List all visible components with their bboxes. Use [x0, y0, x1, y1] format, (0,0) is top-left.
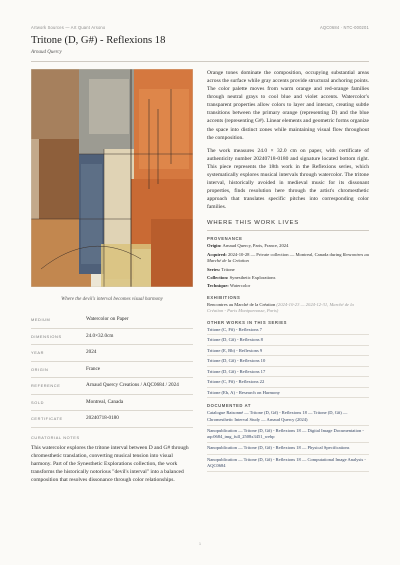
catalog-reference: AQC0684 · NTC-000201: [319, 25, 369, 30]
page-title: Tritone (D, G#) - Reflexions 18: [31, 35, 166, 46]
origin-label: Origin:: [207, 243, 222, 249]
curatorial-heading: CURATORIAL NOTES: [31, 434, 80, 440]
provenance-collection: [207, 275, 369, 281]
provenance-technique: [207, 283, 369, 289]
meta-row-reference: [31, 378, 193, 395]
series-link[interactable]: Tritone (Eb, A) - Research on Harmony: [207, 388, 369, 399]
meta-value: Arnaud Quercy Creations / AQC0684 / 2024: [86, 382, 179, 389]
header-divider: [31, 61, 369, 62]
description-paragraph-1: Orange tones dominate the composition, occupying substantial areas across the surface while gray accents provide structural anchoring points. The color palette moves from warm orange and red-orange families through neutral grays to cool blue and violet accents. Watercolor's transparent properties allow colors to layer and interact, creating subtle transitions between the primary orange (representing D) and the blue accents (representing G#). Linear elements and geometric forms organize the space into distinct zones while maintaining visual flow throughout the composition.: [207, 70, 369, 141]
provenance-series: [207, 267, 369, 273]
meta-label: ORIGIN: [31, 366, 49, 372]
meta-row-certificate: [31, 411, 193, 428]
acquired-label: Acquired:: [207, 251, 227, 257]
meta-value: 20240718-0180: [86, 415, 119, 422]
top-bar: [31, 25, 369, 30]
artwork-image: [31, 69, 193, 287]
exhibitions-heading: EXHIBITIONS: [207, 294, 241, 300]
series-link[interactable]: Tritone (E, Bb) - Reflexions 9: [207, 346, 369, 357]
other-works-list: [207, 325, 369, 399]
provenance-origin: [207, 243, 369, 249]
right-column: [207, 69, 369, 472]
meta-row-year: [31, 345, 193, 362]
where-heading: WHERE THIS WORK LIVES: [207, 220, 369, 231]
exhibition-entry[interactable]: [207, 302, 369, 315]
collection-label: Collection:: [207, 275, 229, 281]
artwork-caption: Where the devil's interval becomes visual harmony: [61, 297, 163, 302]
technique-value[interactable]: Watercolor: [229, 283, 251, 289]
series-label: Series:: [207, 266, 221, 272]
artist-name: Arnaud Quercy: [31, 50, 62, 55]
collection-value[interactable]: Synesthetic Explorations: [229, 275, 276, 281]
meta-value: 24.0×32.0cm: [86, 332, 114, 339]
meta-row-medium: [31, 312, 193, 329]
series-link[interactable]: Tritone (D, G#) - Reflexions 17: [207, 367, 369, 378]
meta-label: DIMENSIONS: [31, 333, 62, 339]
meta-label: CERTIFICATE: [31, 416, 63, 422]
series-value[interactable]: Tritone: [221, 266, 235, 272]
meta-value: 2024: [86, 349, 97, 356]
technique-label: Technique:: [207, 283, 229, 289]
meta-value: Watercolor on Paper: [86, 316, 129, 322]
meta-row-dimensions: [31, 329, 193, 346]
provenance-heading: PROVENANCE: [207, 236, 243, 242]
meta-value: France: [86, 365, 101, 372]
metadata-table: [31, 312, 193, 428]
description-paragraph-2: The work measures 24.0 × 32.0 cm on paper, with certificate of authenticity number 20240718-0180 and signature located bottom right. This piece represents the 18th work in the Reflexions series, which systematically explores musical intervals through watercolor. The tritone interval, historically avoided in medieval music for its dissonant properties, finds resolution here through the artist's chromesthetic approach that translates specific pitches into corresponding color families.: [207, 147, 369, 211]
documentation-link[interactable]: Nanopublication — Tritone (D, G#) - Reflexions 18 — Computational Image Analysis - AQC0684: [207, 455, 369, 473]
other-works-heading: OTHER WORKS IN THIS SERIES: [207, 319, 288, 325]
meta-row-origin: [31, 362, 193, 379]
series-link[interactable]: Tritone (D, G#) - Reflexions 8: [207, 335, 369, 346]
meta-label: YEAR: [31, 350, 44, 356]
breadcrumb: Artwork Sources — Art Quant Arsono: [31, 25, 106, 30]
documentation-link[interactable]: Nanopublication — Tritone (D, G#) - Reflexions 18 — Physical Specifications: [207, 443, 369, 454]
meta-value: Montreal, Canada: [86, 398, 124, 405]
provenance-acquired: [207, 252, 369, 265]
acquired-value: 2024-10-28 — Private collection — Montreal, Canada during: [227, 251, 342, 257]
documented-list: [207, 408, 369, 472]
documentation-link[interactable]: Nanopublication — Tritone (D, G#) - Reflexions 18 — Digital Image Documentation - aqc0684_img_full_2508x3451_webp: [207, 426, 369, 444]
exhibition-name[interactable]: Rencontres au Marché de la Création: [207, 301, 276, 307]
page-number: 1: [198, 541, 202, 546]
meta-row-sold: [31, 395, 193, 412]
documented-heading: DOCUMENTED AT: [207, 403, 252, 409]
series-link[interactable]: Tritone (C, F#) - Reflexions 7: [207, 325, 369, 336]
curatorial-text: This watercolor explores the tritone interval between D and G# through chromesthetic translation, converting musical tension into visual harmony. Part of the Synesthetic Explorations collection, the work transforms the historically notorious "devil's interval" into a balanced composition that resolves dissonance through color relationships.: [31, 444, 189, 483]
acquired-event: Rencontres au Marché de la Création: [207, 251, 369, 264]
origin-value: Arnaud Quercy, Paris, France, 2024: [222, 243, 289, 249]
exhibition-detail: (2024-10-23 — 2024-12-31, Marché de la Création - Paris Montparnasse, Paris): [207, 301, 354, 314]
documentation-link[interactable]: Catalogue Raisonné — Tritone (D, G#) - Reflexions 18 — Tritone (D, G#) — Chromesthetic Interval Study — Arnaud Quercy (2024): [207, 408, 369, 426]
left-column: [31, 69, 193, 485]
meta-label: MEDIUM: [31, 317, 51, 322]
meta-label: REFERENCE: [31, 383, 61, 389]
meta-label: SOLD: [31, 399, 44, 405]
series-link[interactable]: Tritone (D, G#) - Reflexions 10: [207, 356, 369, 367]
series-link[interactable]: Tritone (C, F#) - Reflexions 22: [207, 377, 369, 388]
